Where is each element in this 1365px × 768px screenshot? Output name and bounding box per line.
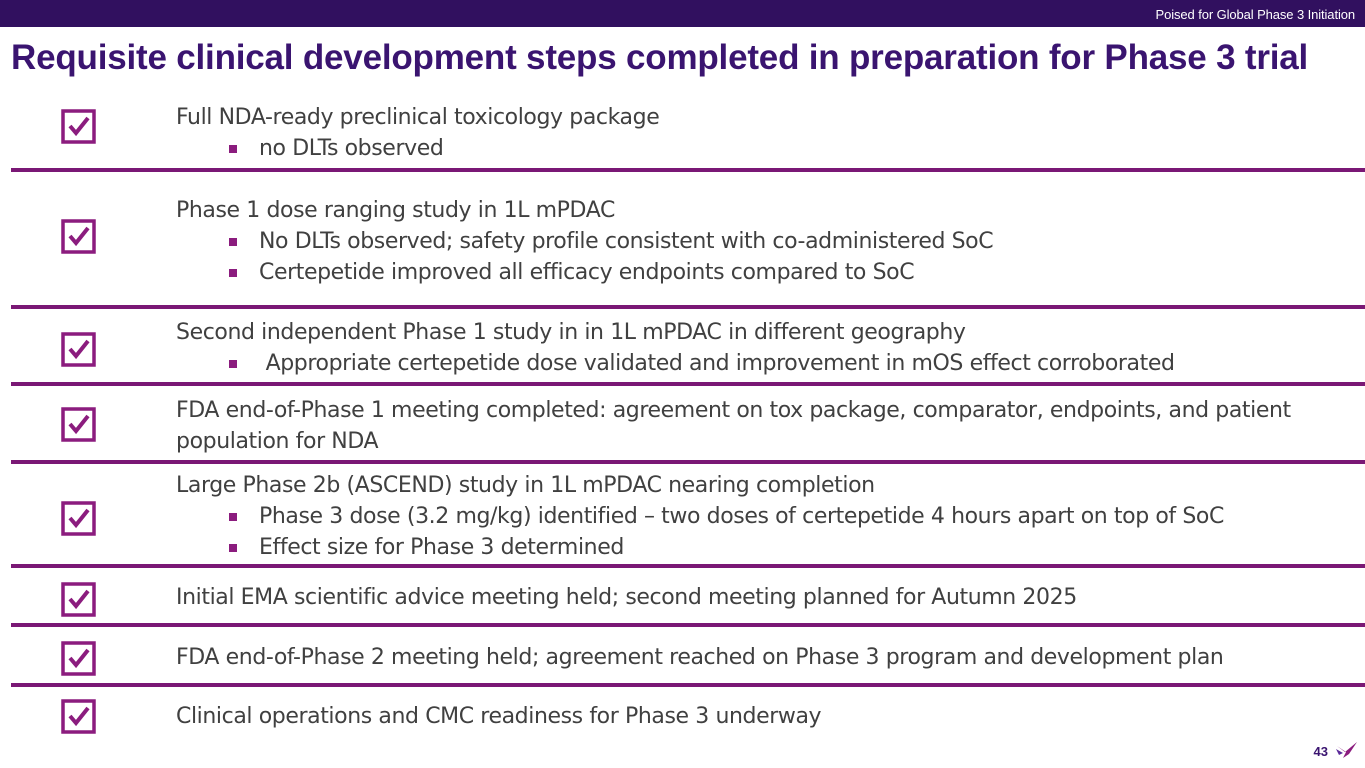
item-heading: Second independent Phase 1 study in in 1L mPDAC in different geography: [176, 320, 966, 345]
item-heading: Clinical operations and CMC readiness for Phase 3 underway: [176, 704, 822, 729]
item-heading: FDA end-of-Phase 1 meeting completed: agreement on tox package, comparator, endpoints, and patient population for NDA: [176, 398, 1291, 454]
item-heading: Full NDA-ready preclinical toxicology package: [176, 105, 660, 130]
checklist-item: [176, 642, 1336, 673]
checkbox-icon: [61, 501, 94, 534]
row-divider: [11, 168, 1365, 172]
checkbox-icon: [61, 699, 94, 732]
checkbox-icon: [61, 332, 94, 365]
page-title: Requisite clinical development steps completed in preparation for Phase 3 trial: [11, 38, 1309, 77]
item-heading: Initial EMA scientific advice meeting held; second meeting planned for Autumn 2025: [176, 585, 1077, 610]
header-bar: [0, 0, 1365, 27]
checklist-item: [176, 395, 1326, 457]
item-heading: FDA end-of-Phase 2 meeting held; agreement reached on Phase 3 program and development plan: [176, 645, 1224, 670]
bird-logo-icon: [1335, 740, 1359, 760]
row-divider: [11, 683, 1365, 687]
checklist-item: [176, 317, 1336, 379]
checklist-item: [176, 102, 1336, 164]
row-divider: [11, 382, 1365, 386]
item-bullet: Appropriate certepetide dose validated and improvement in mOS effect corroborated: [176, 348, 1336, 379]
checkbox-icon: [61, 582, 94, 615]
row-divider: [11, 564, 1365, 568]
checkbox-icon: [61, 109, 94, 142]
item-heading: Phase 1 dose ranging study in 1L mPDAC: [176, 198, 615, 223]
checkbox-icon: [61, 407, 94, 440]
item-bullet: Phase 3 dose (3.2 mg/kg) identified – two doses of certepetide 4 hours apart on top of SoC: [176, 501, 1336, 532]
item-bullet: Effect size for Phase 3 determined: [176, 532, 1336, 563]
checklist-item: [176, 470, 1336, 563]
checklist-item: [176, 701, 1336, 732]
row-divider: [11, 305, 1365, 309]
checklist-item: [176, 195, 1336, 288]
section-label: Poised for Global Phase 3 Initiation: [1155, 7, 1355, 22]
item-heading: Large Phase 2b (ASCEND) study in 1L mPDAC nearing completion: [176, 473, 875, 498]
row-divider: [11, 623, 1365, 627]
checkbox-icon: [61, 641, 94, 674]
checklist-item: [176, 582, 1336, 613]
page-number: 43: [1313, 744, 1328, 759]
item-bullet: Certepetide improved all efficacy endpoints compared to SoC: [176, 257, 1336, 288]
row-divider: [11, 460, 1365, 464]
item-bullet: No DLTs observed; safety profile consistent with co-administered SoC: [176, 226, 1336, 257]
checkbox-icon: [61, 219, 94, 252]
item-bullet: no DLTs observed: [176, 133, 1336, 164]
